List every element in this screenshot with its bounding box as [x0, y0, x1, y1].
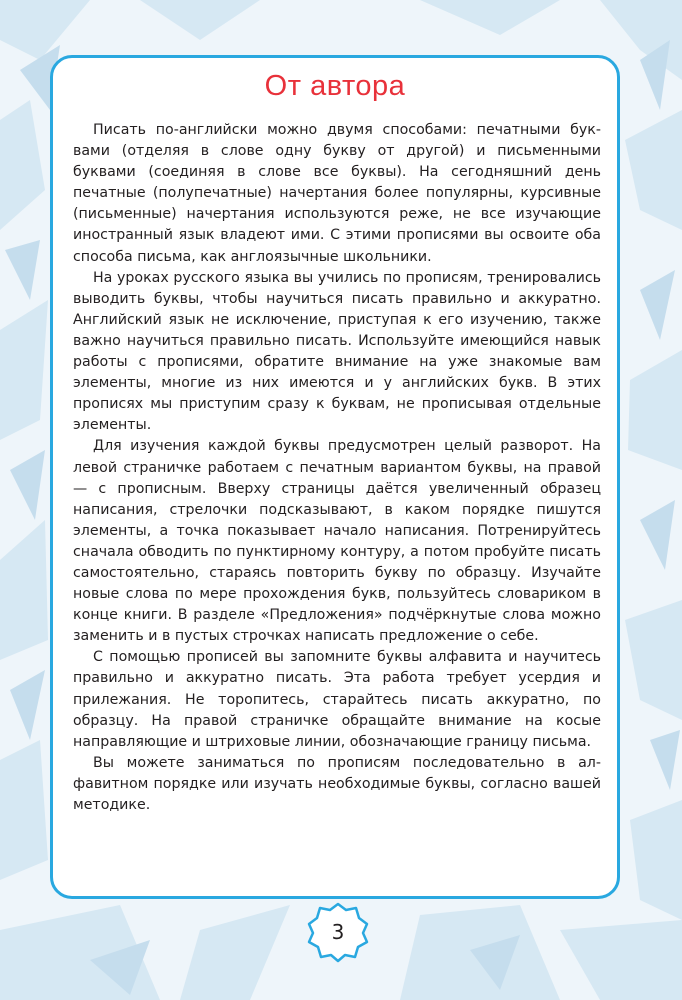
page-title: От автора — [264, 70, 406, 102]
page-number: 3 — [331, 920, 345, 944]
page-number-badge — [306, 900, 370, 964]
paragraph: Писать по-английски можно двумя способами: печатными буквами (отделяя в слове одну букву от другой) и письменными буквами (соединяя в слове все буквы). На сегодняшний день печатные (полупечатные) начертания более популярны, курсивные (письменные) начертания используются реже, не все изучающие иностранный язык владеют ими. С этими прописями вы освоите оба способа письма, как англоязычные школьники. — [73, 122, 601, 265]
content-panel — [50, 55, 620, 899]
paragraph: С помощью прописей вы запомните буквы алфавита и научитесь правильно и аккуратно писать. Эта работа требует усердия и прилежания. Не торопитесь, старайтесь писать аккуратно, по образцу. На правой страничке обращайте внимание на косые направляющие и штриховые линии, обозначающие границу письма. — [73, 649, 601, 750]
body-text — [73, 120, 601, 816]
paragraph: На уроках русского языка вы учились по прописям, тренировались выводить буквы, чтобы научиться писать правильно и аккуратно. Английский язык не исключение, приступая к его изучению, также важно научиться правильно писать. Используйте имеющийся навык работы с прописями, обратите внимание на уже знакомые вам элементы, многие из них имеются и у английских букв. В этих прописях мы приступим сразу к буквам, не прописывая отдельные элементы. — [73, 269, 601, 434]
paragraph: Вы можете заниматься по прописям последовательно в алфавитном порядке или изучать необходимые буквы, согласно вашей методике. — [73, 754, 601, 813]
paragraph: Для изучения каждой буквы предусмотрен целый разворот. На левой страничке работаем с печатным вариантом буквы, на правой — с прописным. Вверху страницы даётся увеличенный образец написания, стрелочки подсказывают, в каком порядке пишутся элементы, а точка показывает начало написания. Потренируйтесь сначала обводить по пунктирному контуру, а потом пробуйте писать самостоятельно, стараясь повторить букву по образцу. Изучайте новые слова по мере прохождения букв, пользуйтесь словариком в конце книги. В разделе «Предложения» подчёркнутые слова можно заменить и в пустых строчках написать предложение о себе. — [73, 438, 601, 645]
